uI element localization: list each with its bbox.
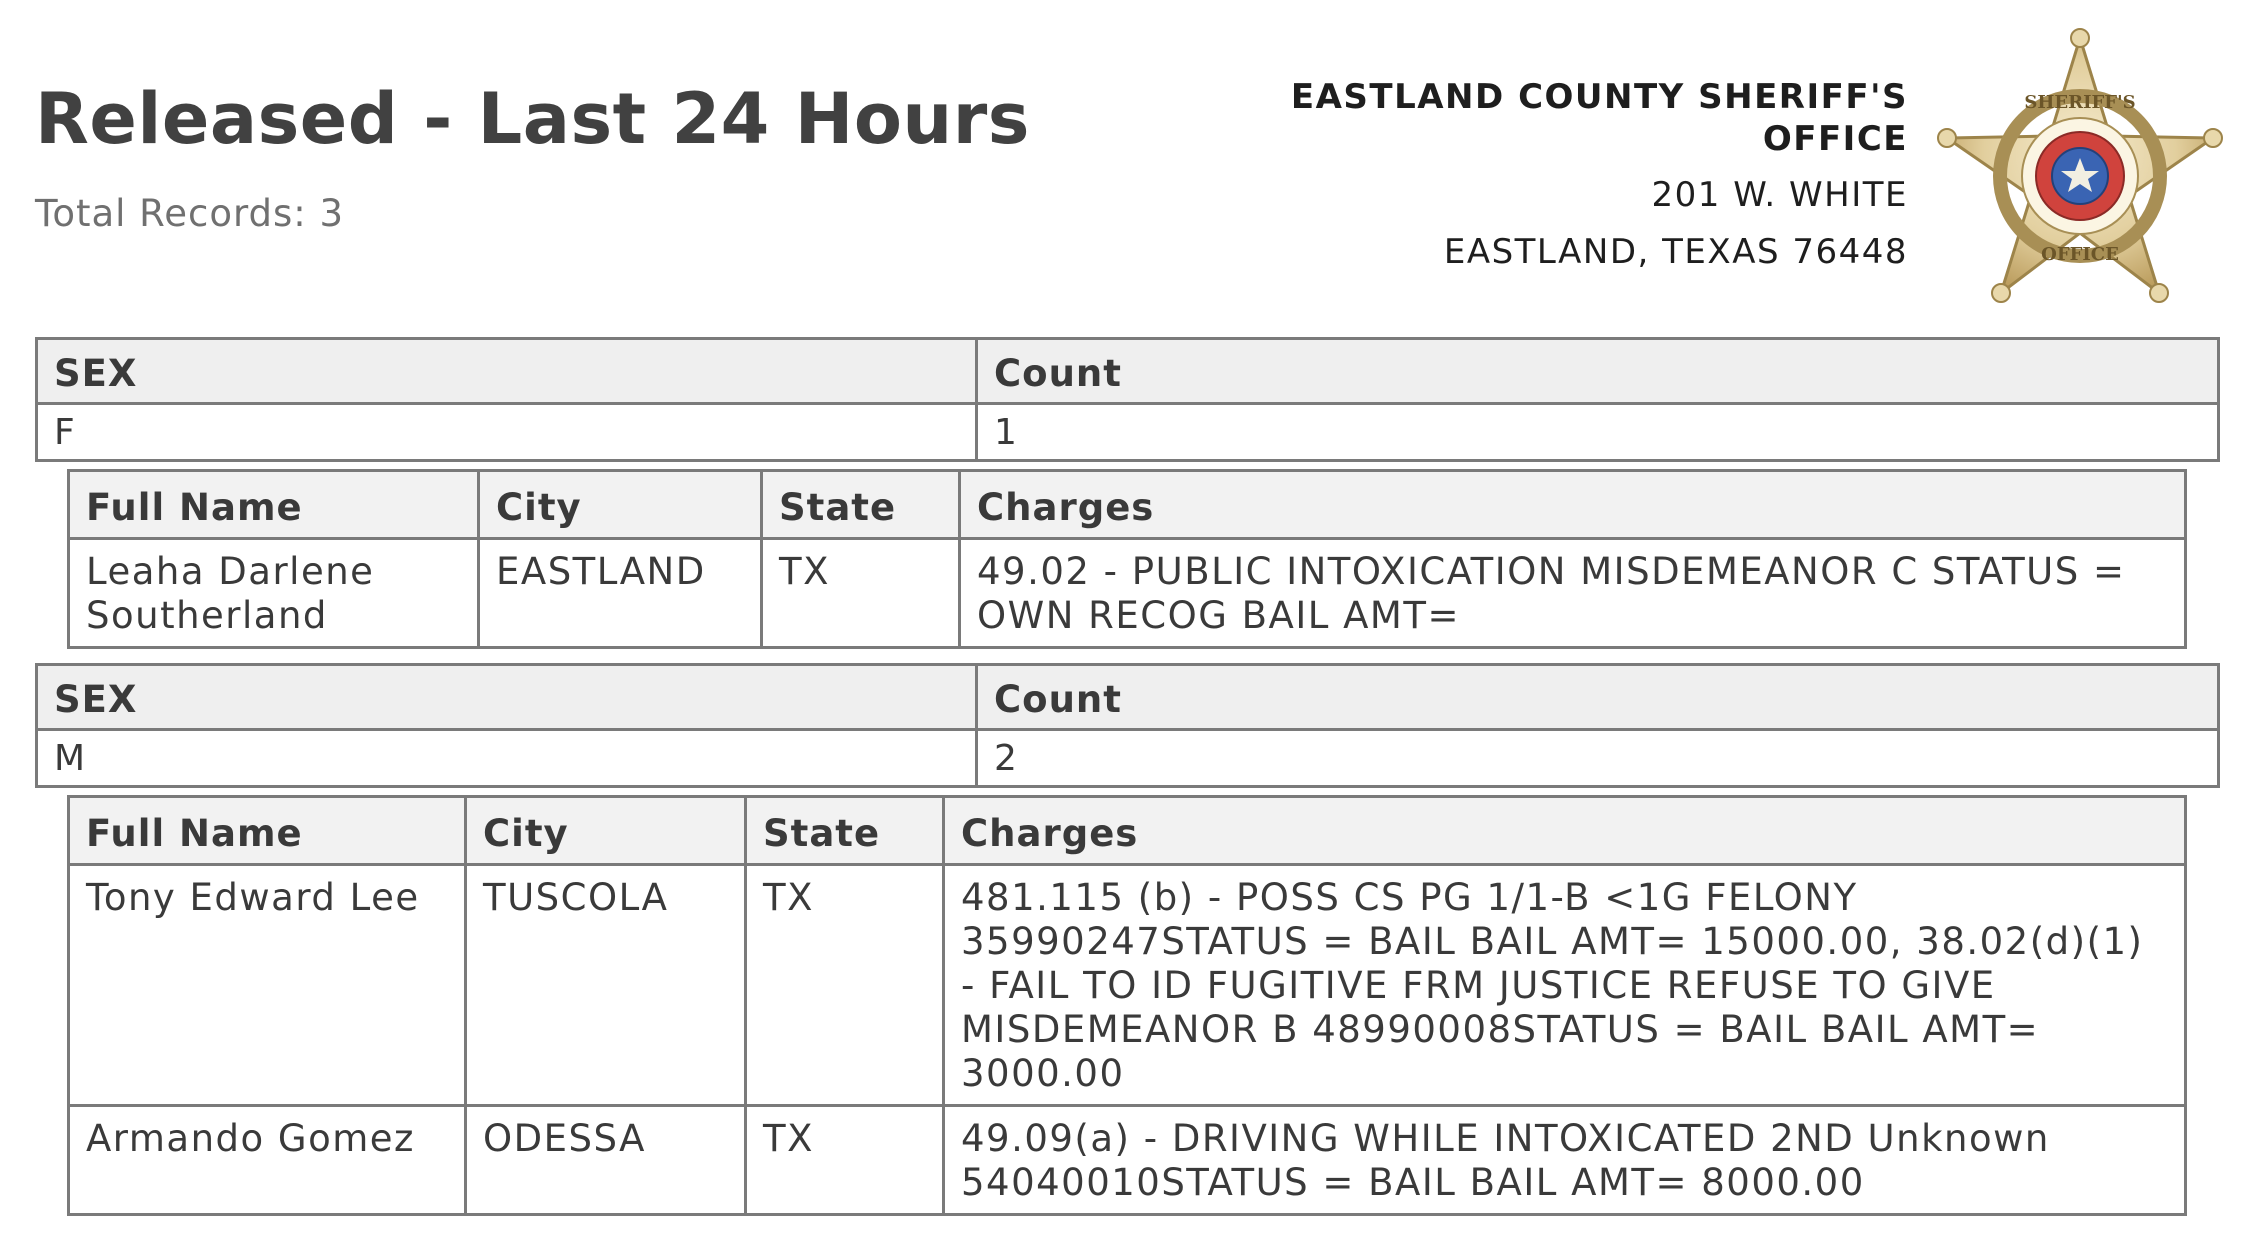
count-header: Count [977,665,2219,730]
table-row [69,539,2186,648]
full-name-cell: Tony Edward Lee [69,865,466,1106]
total-records: Total Records: 3 [35,192,345,235]
charges-header: Charges [960,471,2186,539]
sheriff-star-badge-icon [1935,28,2225,303]
full-name-header: Full Name [69,797,466,865]
state-header: State [762,471,960,539]
charges-cell: 49.09(a) - DRIVING WHILE INTOXICATED 2ND Unknown 54040010STATUS = BAIL BAIL AMT= 8000.00 [944,1106,2186,1215]
count-header: Count [977,339,2219,404]
city-header: City [479,471,762,539]
state-cell: TX [762,539,960,648]
sex-value: M [37,730,977,787]
agency-address-line1: 201 W. WHITE [1651,175,1908,215]
state-cell: TX [746,865,944,1106]
agency-address-line2: EASTLAND, TEXAS 76448 [1443,232,1908,272]
group-table-m [35,663,2220,788]
table-row [69,865,2186,1106]
full-name-header: Full Name [69,471,479,539]
agency-block [1268,76,1908,273]
badge-label-bottom: OFFICE [2041,244,2119,265]
city-cell: TUSCOLA [466,865,746,1106]
records-table-m [67,795,2187,1216]
city-header: City [466,797,746,865]
full-name-cell: Armando Gomez [69,1106,466,1215]
count-value: 1 [977,404,2219,461]
charges-header: Charges [944,797,2186,865]
charges-cell: 49.02 - PUBLIC INTOXICATION MISDEMEANOR C STATUS = OWN RECOG BAIL AMT= [960,539,2186,648]
sex-value: F [37,404,977,461]
badge-label-top: SHERIFF'S [2024,92,2136,113]
records-table-f [67,469,2187,649]
table-row [69,1106,2186,1215]
city-cell: ODESSA [466,1106,746,1215]
state-header: State [746,797,944,865]
sex-header: SEX [37,665,977,730]
group-table-f [35,337,2220,462]
sex-header: SEX [37,339,977,404]
charges-cell: 481.115 (b) - POSS CS PG 1/1-B <1G FELONY 35990247STATUS = BAIL BAIL AMT= 15000.00, 38.02(d)(1) - FAIL TO ID FUGITIVE FRM JUSTICE REFUSE TO GIVE MISDEMEANOR B 48990008STATUS = BAIL BAIL AMT= 3000.00 [944,865,2186,1106]
state-cell: TX [746,1106,944,1215]
agency-name: EASTLAND COUNTY SHERIFF'S OFFICE [1290,77,1908,159]
full-name-cell: Leaha Darlene Southerland [69,539,479,648]
page-title: Released - Last 24 Hours [35,78,1030,160]
count-value: 2 [977,730,2219,787]
city-cell: EASTLAND [479,539,762,648]
